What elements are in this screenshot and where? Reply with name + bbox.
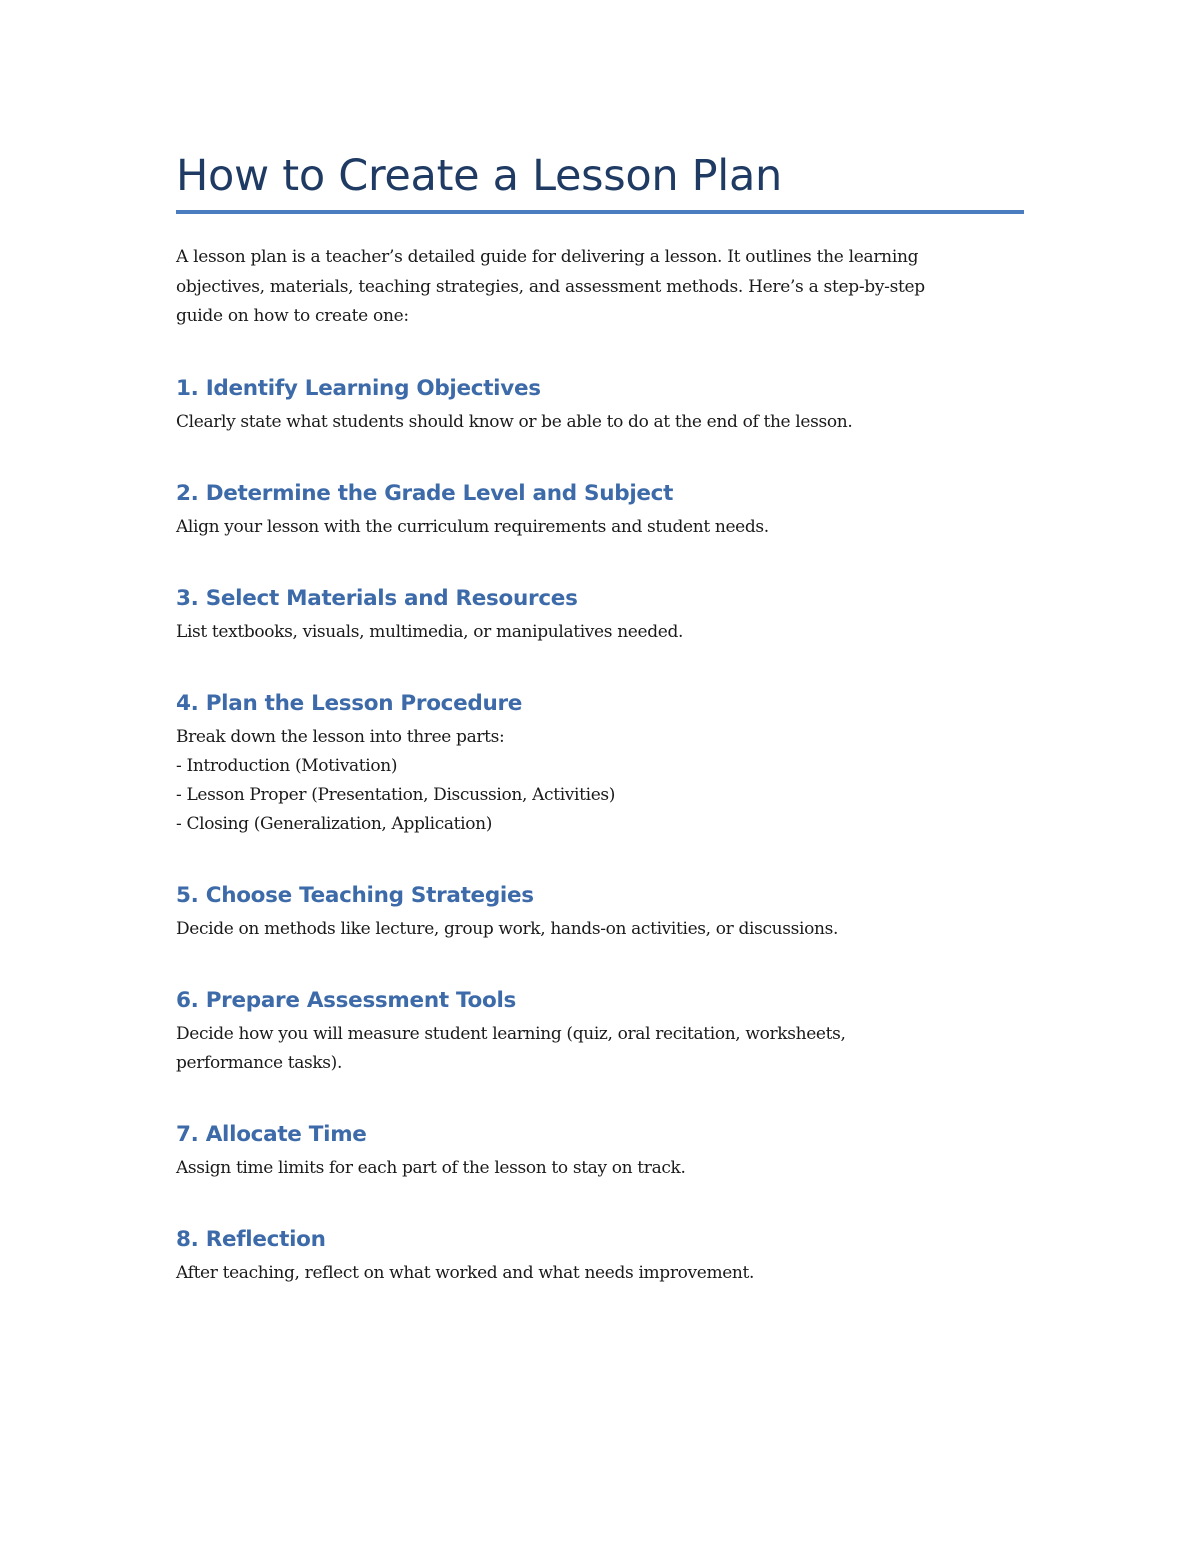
body-line: After teaching, reflect on what worked and what needs improvement.: [176, 1262, 755, 1283]
section-allocate-time: [176, 1120, 1024, 1183]
section-body: [176, 1020, 1024, 1078]
title-underline-rule: [176, 210, 1024, 214]
section-identify-learning-objectives: [176, 374, 1024, 437]
section-body: [176, 1259, 1024, 1288]
section-heading: 6. Prepare Assessment Tools: [176, 987, 517, 1013]
section-body: [176, 1154, 1024, 1183]
section-heading: 5. Choose Teaching Strategies: [176, 882, 534, 908]
section-body: [176, 618, 1024, 647]
body-line: performance tasks).: [176, 1052, 343, 1073]
document-title: How to Create a Lesson Plan: [176, 151, 782, 201]
body-line: Decide on methods like lecture, group work, hands-on activities, or discussions.: [176, 918, 838, 939]
intro-line: guide on how to create one:: [176, 306, 409, 326]
list-item: - Closing (Generalization, Application): [176, 813, 492, 834]
section-heading: 1. Identify Learning Objectives: [176, 375, 541, 401]
section-heading: 3. Select Materials and Resources: [176, 585, 578, 611]
section-heading: 7. Allocate Time: [176, 1121, 367, 1147]
section-heading: 4. Plan the Lesson Procedure: [176, 690, 523, 716]
body-line: Align your lesson with the curriculum requirements and student needs.: [176, 516, 769, 537]
body-line: Clearly state what students should know or be able to do at the end of the lesson.: [176, 411, 853, 432]
intro-paragraph: [176, 243, 996, 332]
section-heading: 2. Determine the Grade Level and Subject: [176, 480, 674, 506]
section-body: [176, 513, 1024, 542]
section-body: [176, 915, 1024, 944]
body-line: Break down the lesson into three parts:: [176, 726, 505, 747]
section-heading: 8. Reflection: [176, 1226, 326, 1252]
section-reflection: [176, 1225, 1024, 1288]
section-body: [176, 723, 1024, 839]
list-item: - Introduction (Motivation): [176, 755, 398, 776]
body-line: List textbooks, visuals, multimedia, or manipulatives needed.: [176, 621, 684, 642]
intro-line: objectives, materials, teaching strategies, and assessment methods. Here’s a step-by-step: [176, 276, 925, 297]
intro-line: A lesson plan is a teacher’s detailed guide for delivering a lesson. It outlines the learning: [176, 247, 919, 267]
section-body: [176, 408, 1024, 437]
section-teaching-strategies: [176, 881, 1024, 944]
body-line: Assign time limits for each part of the lesson to stay on track.: [176, 1157, 686, 1178]
list-item: - Lesson Proper (Presentation, Discussion, Activities): [176, 784, 616, 805]
document-content: [176, 143, 1024, 1288]
section-materials-and-resources: [176, 584, 1024, 647]
section-lesson-procedure: [176, 689, 1024, 839]
section-grade-level-and-subject: [176, 479, 1024, 542]
section-assessment-tools: [176, 986, 1024, 1078]
body-line: Decide how you will measure student learning (quiz, oral recitation, worksheets,: [176, 1023, 846, 1044]
